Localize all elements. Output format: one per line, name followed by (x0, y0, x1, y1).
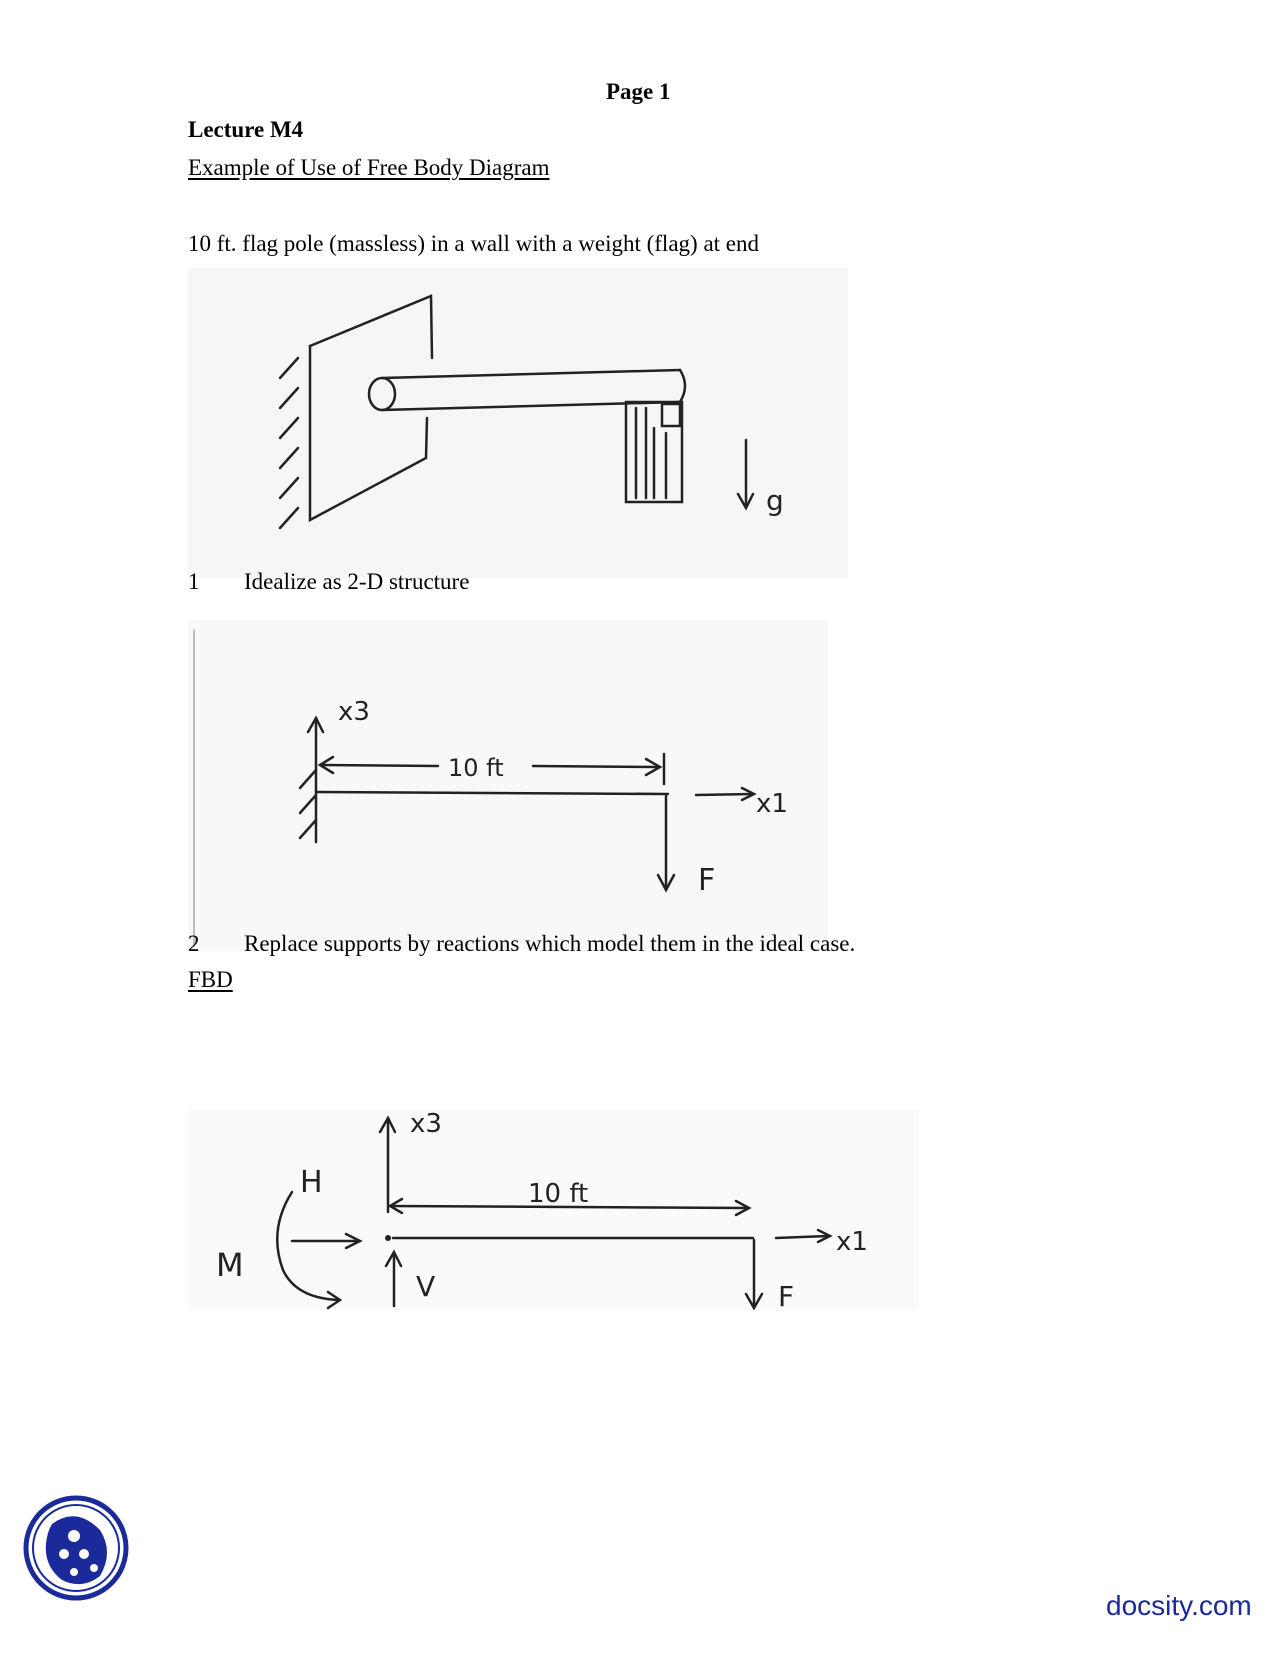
idealized-structure-sketch (188, 620, 828, 950)
section-title: Example of Use of Free Body Diagram (188, 155, 550, 180)
page-label: Page 1 (606, 79, 671, 104)
force-label: F (698, 863, 716, 898)
moment-reaction-label: M (216, 1246, 244, 1284)
vertical-reaction-label: V (416, 1270, 436, 1303)
horizontal-reaction-label: H (300, 1165, 323, 1200)
flagpole-sketch (188, 268, 848, 578)
step-2-number: 2 (188, 931, 200, 956)
axis-x1-label: x1 (756, 789, 788, 819)
fbd-axis-x3-label: x3 (410, 1110, 442, 1139)
intro-text: 10 ft. flag pole (massless) in a wall with a weight (flag) at end (188, 231, 760, 256)
fbd-force-label: F (778, 1280, 795, 1310)
length-label: 10 ft (448, 754, 504, 782)
fbd-label: FBD (188, 967, 233, 992)
step-1-number: 1 (188, 569, 200, 594)
step-1-text: Idealize as 2-D structure (244, 569, 470, 594)
watermark-text[interactable]: docsity.com (1106, 1590, 1252, 1621)
step-2-text: Replace supports by reactions which model them in the ideal case. (244, 931, 856, 956)
fbd-sketch (188, 1110, 918, 1310)
axis-x3-label: x3 (338, 697, 370, 727)
fbd-length-label: 10 ft (528, 1179, 589, 1209)
lecture-title: Lecture M4 (188, 117, 304, 142)
fbd-axis-x1-label: x1 (836, 1227, 868, 1257)
gravity-label: g (766, 484, 784, 517)
docsity-logo-icon (22, 1494, 130, 1602)
